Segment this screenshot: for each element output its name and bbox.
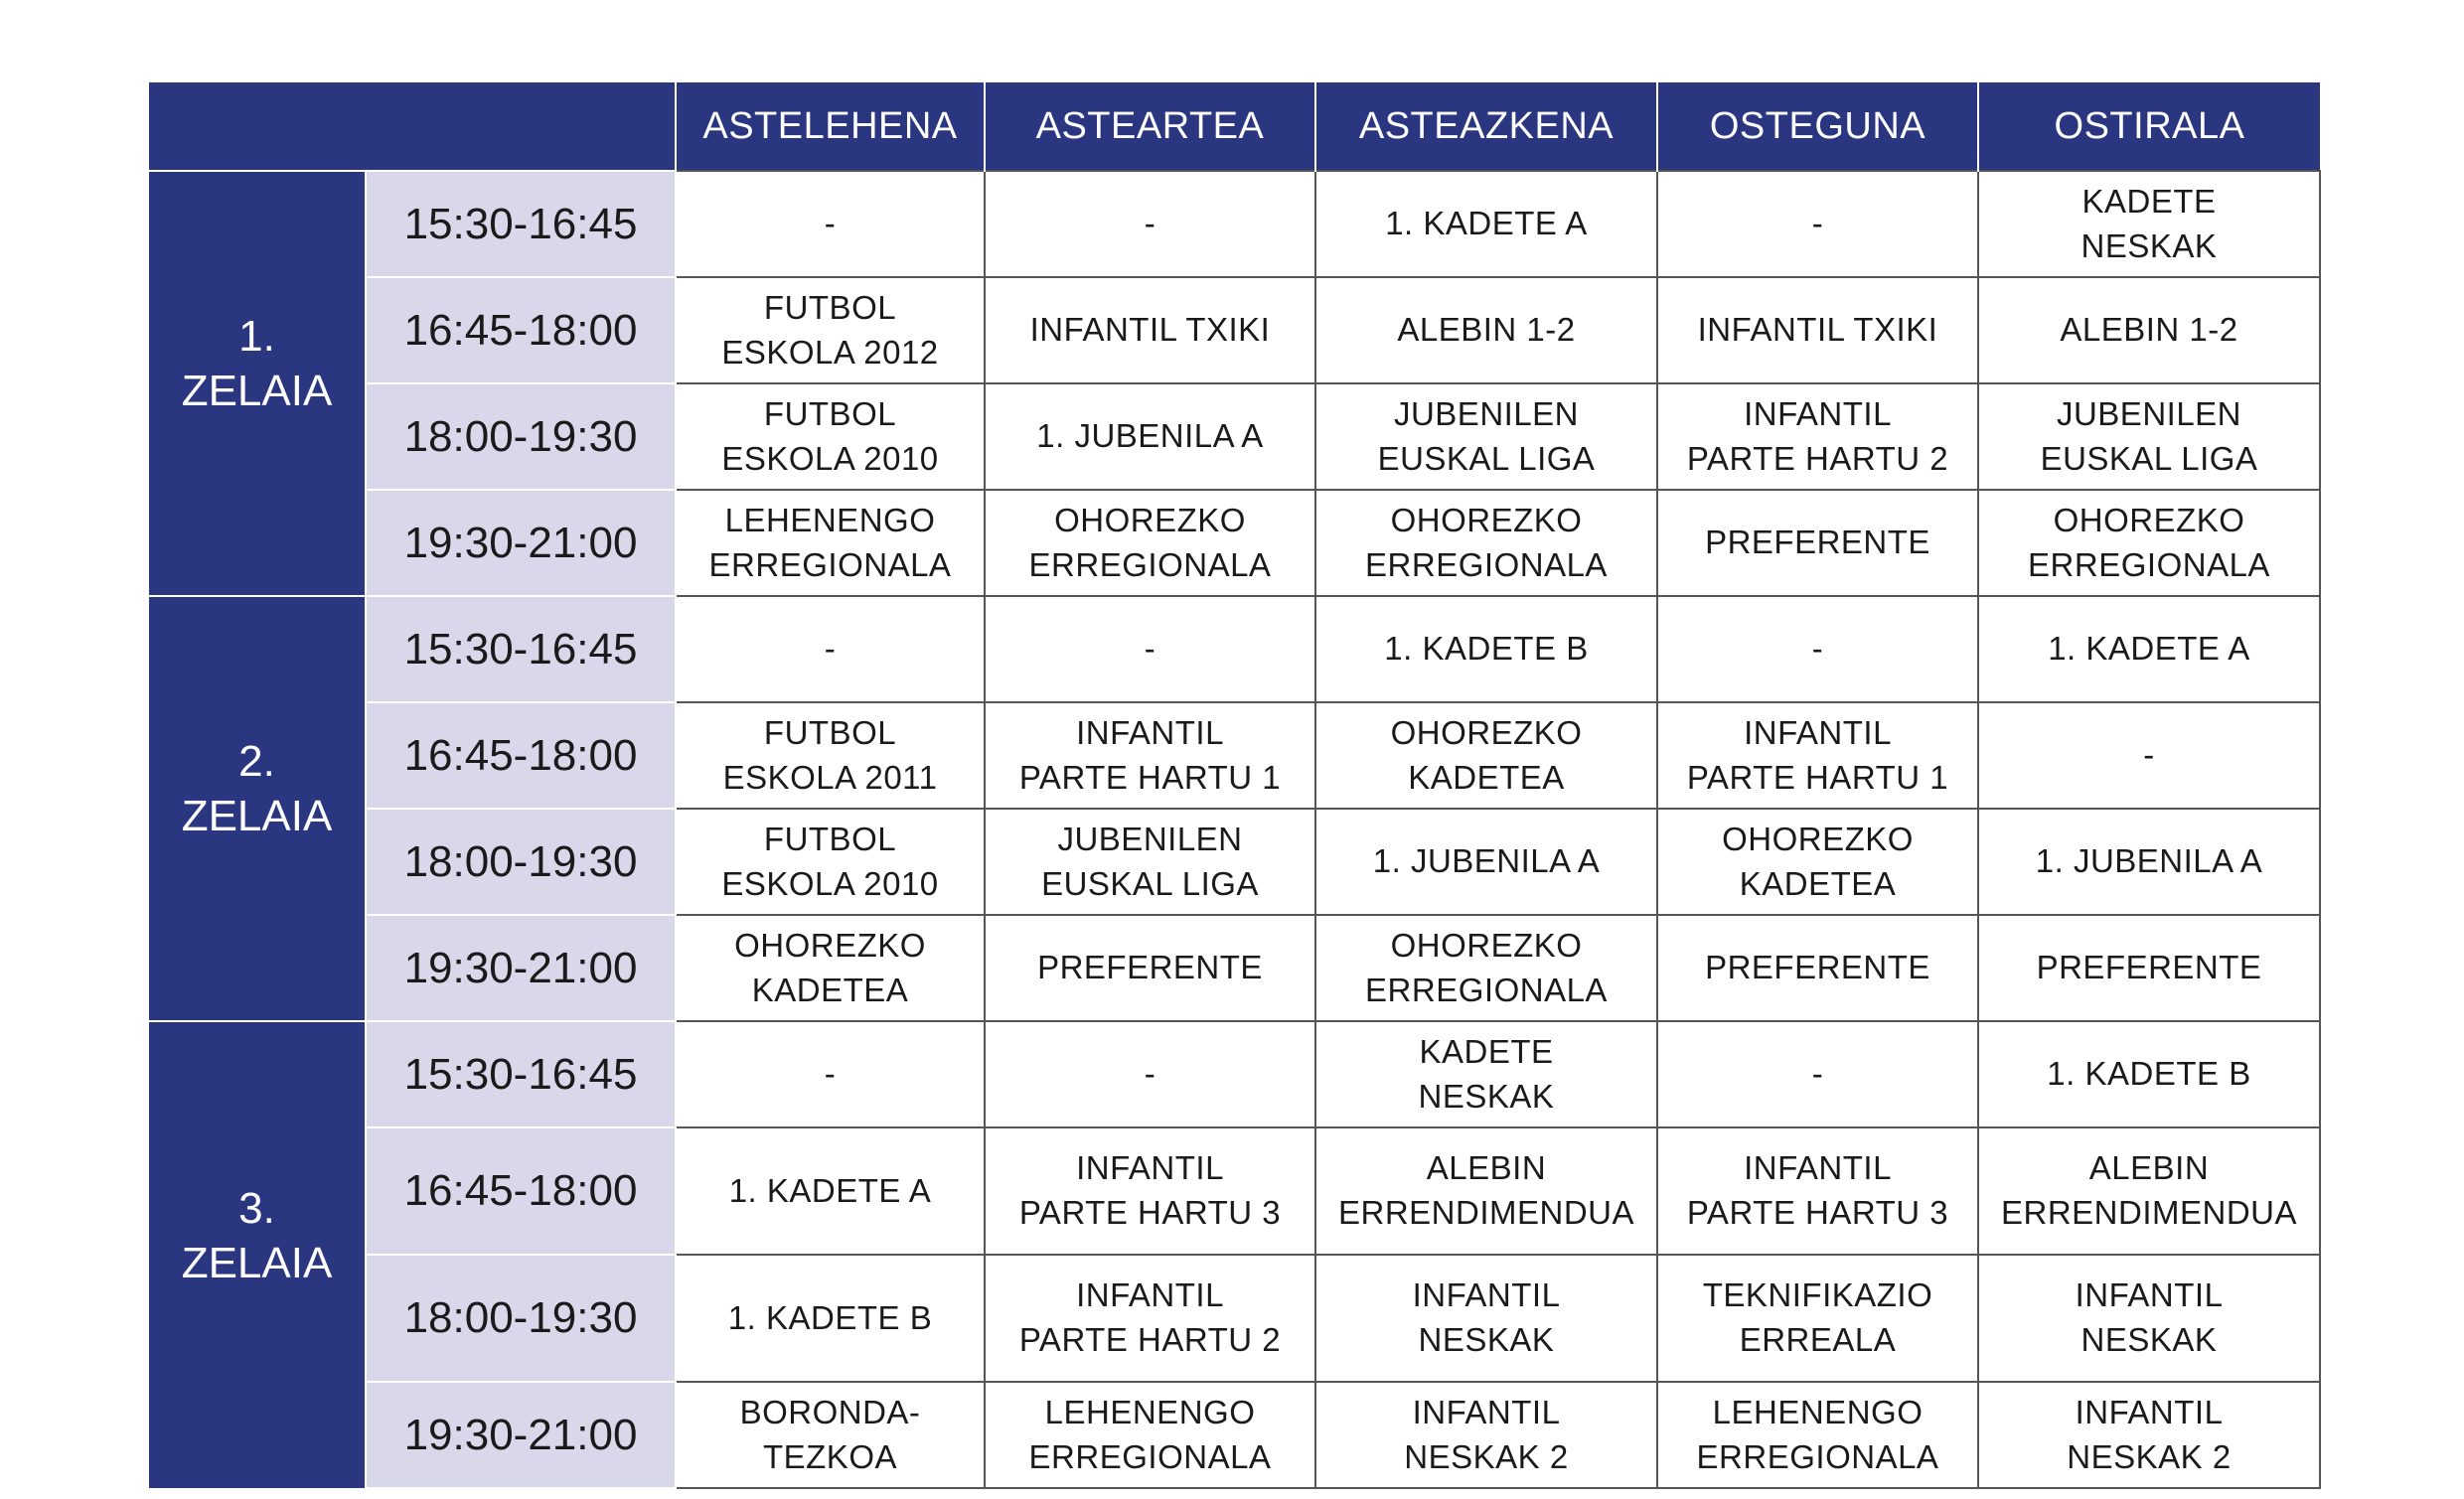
time-slot: 19:30-21:00 xyxy=(366,490,676,596)
schedule-cell: - xyxy=(676,171,985,277)
time-slot: 18:00-19:30 xyxy=(366,809,676,915)
schedule-cell: INFANTIL NESKAK 2 xyxy=(1978,1382,2320,1488)
schedule-cell: PREFERENTE xyxy=(1657,915,1978,1021)
schedule-row xyxy=(149,1127,2320,1255)
time-slot: 16:45-18:00 xyxy=(366,1127,676,1255)
schedule-cell: ALEBIN ERRENDIMENDUA xyxy=(1315,1127,1657,1255)
schedule-cell: 1. KADETE A xyxy=(1978,596,2320,702)
header-corner xyxy=(149,82,676,171)
schedule-row xyxy=(149,1021,2320,1127)
schedule-cell: KADETE NESKAK xyxy=(1315,1021,1657,1127)
schedule-cell: 1. KADETE B xyxy=(676,1255,985,1382)
schedule-cell: OHOREZKO ERREGIONALA xyxy=(1315,490,1657,596)
schedule-cell: INFANTIL TXIKI xyxy=(1657,277,1978,383)
schedule-row xyxy=(149,809,2320,915)
schedule-cell: OHOREZKO KADETEA xyxy=(676,915,985,1021)
schedule-cell: - xyxy=(1978,702,2320,809)
schedule-cell: 1. KADETE A xyxy=(676,1127,985,1255)
schedule-cell: FUTBOL ESKOLA 2012 xyxy=(676,277,985,383)
schedule-cell: INFANTIL PARTE HARTU 1 xyxy=(985,702,1315,809)
schedule-row xyxy=(149,171,2320,277)
schedule-cell: INFANTIL TXIKI xyxy=(985,277,1315,383)
schedule-cell: LEHENENGO ERREGIONALA xyxy=(676,490,985,596)
schedule-cell: 1. JUBENILA A xyxy=(985,383,1315,490)
schedule-cell: JUBENILEN EUSKAL LIGA xyxy=(1978,383,2320,490)
day-header: ASTEARTEA xyxy=(985,82,1315,171)
schedule-cell: PREFERENTE xyxy=(985,915,1315,1021)
day-header: ASTELEHENA xyxy=(676,82,985,171)
schedule-cell: PREFERENTE xyxy=(1978,915,2320,1021)
schedule-row xyxy=(149,277,2320,383)
schedule-cell: - xyxy=(985,1021,1315,1127)
schedule-table xyxy=(149,82,2321,1489)
time-slot: 16:45-18:00 xyxy=(366,702,676,809)
schedule-row xyxy=(149,702,2320,809)
schedule-cell: - xyxy=(676,1021,985,1127)
schedule-cell: LEHENENGO ERREGIONALA xyxy=(985,1382,1315,1488)
schedule-row xyxy=(149,915,2320,1021)
time-slot: 18:00-19:30 xyxy=(366,1255,676,1382)
schedule-row xyxy=(149,1255,2320,1382)
schedule-row xyxy=(149,383,2320,490)
schedule-cell: OHOREZKO ERREGIONALA xyxy=(1978,490,2320,596)
schedule-cell: INFANTIL NESKAK xyxy=(1315,1255,1657,1382)
schedule-cell: OHOREZKO KADETEA xyxy=(1657,809,1978,915)
field-label: 1. ZELAIA xyxy=(149,171,366,596)
header-row xyxy=(149,82,2320,171)
schedule-cell: TEKNIFIKAZIO ERREALA xyxy=(1657,1255,1978,1382)
schedule-cell: 1. JUBENILA A xyxy=(1315,809,1657,915)
day-header: OSTIRALA xyxy=(1978,82,2320,171)
schedule-cell: INFANTIL PARTE HARTU 1 xyxy=(1657,702,1978,809)
schedule-cell: - xyxy=(985,171,1315,277)
field-label: 2. ZELAIA xyxy=(149,596,366,1021)
schedule-cell: - xyxy=(676,596,985,702)
schedule-cell: ALEBIN ERRENDIMENDUA xyxy=(1978,1127,2320,1255)
schedule-cell: INFANTIL PARTE HARTU 3 xyxy=(985,1127,1315,1255)
schedule-cell: INFANTIL PARTE HARTU 2 xyxy=(985,1255,1315,1382)
field-label: 3. ZELAIA xyxy=(149,1021,366,1488)
schedule-cell: LEHENENGO ERREGIONALA xyxy=(1657,1382,1978,1488)
schedule-cell: PREFERENTE xyxy=(1657,490,1978,596)
time-slot: 15:30-16:45 xyxy=(366,171,676,277)
schedule-cell: INFANTIL NESKAK 2 xyxy=(1315,1382,1657,1488)
schedule-cell: 1. JUBENILA A xyxy=(1978,809,2320,915)
time-slot: 18:00-19:30 xyxy=(366,383,676,490)
schedule-cell: FUTBOL ESKOLA 2010 xyxy=(676,383,985,490)
schedule-row xyxy=(149,596,2320,702)
schedule-cell: ALEBIN 1-2 xyxy=(1315,277,1657,383)
schedule-cell: INFANTIL PARTE HARTU 2 xyxy=(1657,383,1978,490)
schedule-cell: JUBENILEN EUSKAL LIGA xyxy=(1315,383,1657,490)
schedule-row xyxy=(149,490,2320,596)
schedule-cell: KADETE NESKAK xyxy=(1978,171,2320,277)
schedule-cell: FUTBOL ESKOLA 2011 xyxy=(676,702,985,809)
time-slot: 16:45-18:00 xyxy=(366,277,676,383)
time-slot: 15:30-16:45 xyxy=(366,1021,676,1127)
schedule-cell: BORONDA- TEZKOA xyxy=(676,1382,985,1488)
schedule-cell: 1. KADETE B xyxy=(1978,1021,2320,1127)
schedule-cell: - xyxy=(985,596,1315,702)
day-header: ASTEAZKENA xyxy=(1315,82,1657,171)
time-slot: 15:30-16:45 xyxy=(366,596,676,702)
schedule-cell: JUBENILEN EUSKAL LIGA xyxy=(985,809,1315,915)
schedule-cell: 1. KADETE A xyxy=(1315,171,1657,277)
schedule-cell: OHOREZKO ERREGIONALA xyxy=(985,490,1315,596)
schedule-cell: - xyxy=(1657,1021,1978,1127)
schedule-cell: - xyxy=(1657,596,1978,702)
time-slot: 19:30-21:00 xyxy=(366,1382,676,1488)
schedule-cell: 1. KADETE B xyxy=(1315,596,1657,702)
time-slot: 19:30-21:00 xyxy=(366,915,676,1021)
schedule-cell: ALEBIN 1-2 xyxy=(1978,277,2320,383)
schedule-body xyxy=(149,171,2320,1488)
day-header: OSTEGUNA xyxy=(1657,82,1978,171)
schedule-row xyxy=(149,1382,2320,1488)
schedule-cell: OHOREZKO KADETEA xyxy=(1315,702,1657,809)
schedule-cell: INFANTIL PARTE HARTU 3 xyxy=(1657,1127,1978,1255)
schedule-cell: - xyxy=(1657,171,1978,277)
schedule-cell: OHOREZKO ERREGIONALA xyxy=(1315,915,1657,1021)
schedule-cell: FUTBOL ESKOLA 2010 xyxy=(676,809,985,915)
schedule-cell: INFANTIL NESKAK xyxy=(1978,1255,2320,1382)
